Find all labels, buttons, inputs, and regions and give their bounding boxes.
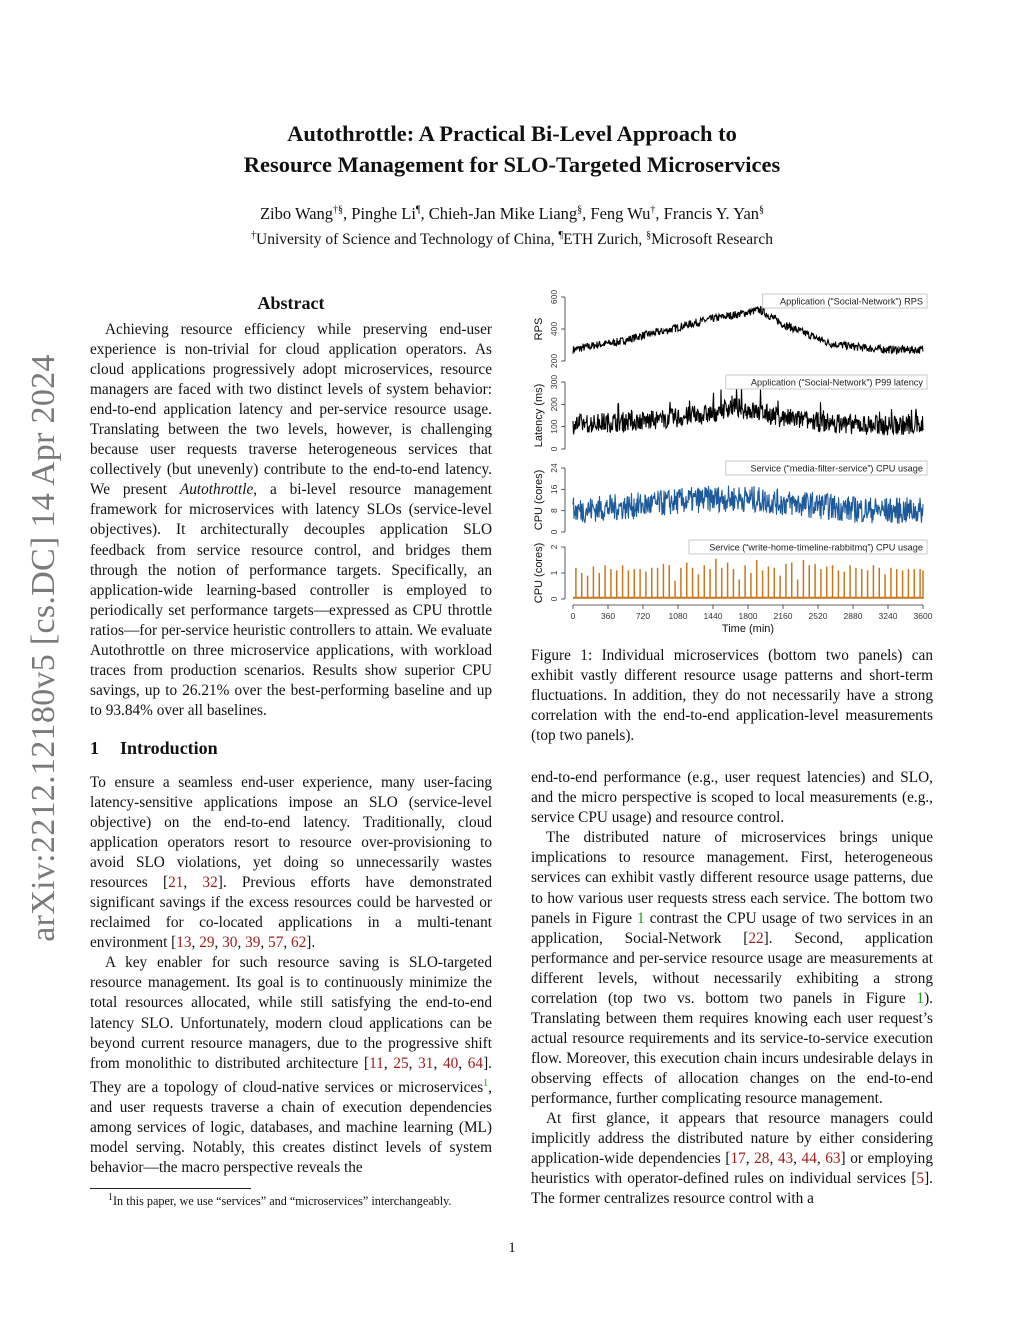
- x-axis-label: Time (min): [721, 623, 775, 635]
- affiliation: Microsoft Research: [651, 231, 773, 249]
- panel-label: Application (“Social-Network”) P99 latency: [750, 377, 923, 388]
- panel-label: Service (“media-filter-service”) CPU usage: [750, 463, 923, 474]
- citation-link[interactable]: 25: [393, 1054, 409, 1072]
- y-axis-label: RPS: [533, 317, 545, 341]
- y-tick-label: 200: [549, 353, 559, 369]
- y-axis-label: Latency (ms): [533, 383, 545, 448]
- x-tick-label: 2520: [808, 611, 828, 621]
- citation-link[interactable]: 22: [748, 929, 764, 947]
- figure-link[interactable]: 1: [916, 989, 925, 1007]
- paper-title: [0, 118, 1024, 180]
- arxiv-stamp: arXiv:2212.12180v5 [cs.DC] 14 Apr 2024: [25, 354, 62, 942]
- author: Chieh-Jan Mike Liang§: [428, 204, 583, 223]
- x-tick-label: 0: [570, 611, 576, 621]
- x-tick-label: 2880: [843, 611, 863, 621]
- y-tick-label: 300: [549, 374, 559, 390]
- author: Zibo Wang†§: [259, 204, 344, 223]
- y-tick-label: 0: [549, 596, 559, 602]
- x-tick-label: 360: [600, 611, 616, 621]
- citation-link[interactable]: 31: [418, 1054, 434, 1072]
- citation-link[interactable]: 11: [369, 1054, 384, 1072]
- right-column: [531, 646, 933, 1209]
- author: Feng Wu†: [590, 204, 656, 223]
- affiliations: †University of Science and Technology of China, ¶ETH Zurich, §Microsoft Research: [251, 230, 773, 249]
- page-number: 1: [508, 1240, 516, 1256]
- citation-link[interactable]: 30: [222, 934, 238, 952]
- left-column: [90, 292, 492, 1178]
- citation-link[interactable]: 39: [245, 934, 261, 952]
- x-tick-label: 3240: [878, 611, 898, 621]
- author: Pinghe Li¶: [351, 204, 421, 223]
- affiliation: ETH Zurich: [563, 231, 639, 249]
- citation-link[interactable]: 17: [730, 1150, 746, 1168]
- intro-paragraph-1: To ensure a seamless end-user experience, many user-facing latency-sensitive applications impose an SLO (service-level objective) on the end-to-end latency. Traditionally, cloud application operators resort to resource over-provisioning to avoid SLO violations, yet doing so unnecessarily wastes resources [21, 32]. Previous efforts have demonstrated significant savings if the excess resources could be harvested or reclaimed for co-located applications in a multi-tenant environment [13, 29, 30, 39, 57, 62].: [90, 773, 492, 952]
- section-heading-introduction: 1 Introduction: [90, 737, 218, 758]
- citation-link[interactable]: 21: [168, 874, 184, 892]
- x-tick-label: 1800: [738, 611, 758, 621]
- citation-link[interactable]: 63: [825, 1150, 841, 1168]
- series-line: [573, 486, 923, 524]
- y-tick-label: 8: [549, 508, 559, 514]
- title-line-2: Resource Management for SLO-Targeted Microservices: [243, 152, 781, 177]
- right-paragraph-3: At first glance, it appears that resource managers could implicitly address the distributed nature by either considering application-wide dependencies [17, 28, 43, 44, 63] or employing heuristics with operator-defined rules on individual services [5]. The former centralizes resource control with a: [531, 1110, 933, 1208]
- series-line: [573, 307, 923, 354]
- abstract-heading: Abstract: [257, 293, 325, 313]
- x-tick-label: 1080: [668, 611, 688, 621]
- figure-1-chart: [520, 285, 940, 635]
- author-list: Zibo Wang†§, Pinghe Li¶, Chieh-Jan Mike Liang§, Feng Wu†, Francis Y. Yan§: [259, 204, 765, 223]
- figure-1: [520, 285, 940, 635]
- citation-link[interactable]: 40: [442, 1054, 459, 1072]
- x-tick-label: 3600: [913, 611, 933, 621]
- y-tick-label: 24: [549, 463, 559, 473]
- panel-label: Service (“write-home-timeline-rabbitmq”) CPU usage: [709, 542, 923, 553]
- y-axis-label: CPU (cores): [533, 542, 545, 604]
- affiliation: University of Science and Technology of China: [256, 231, 551, 249]
- figure-caption: Figure 1: Individual microservices (bottom two panels) can exhibit vastly different resource usage patterns and short-term fluctuations. In addition, they do not necessarily have a strong correlation with the end-to-end application-level measurements (top two panels).: [531, 647, 933, 745]
- y-tick-label: 0: [549, 446, 559, 452]
- footnote: $^1$In this paper, we use “services” and “microservices” interchangeably.: [108, 1192, 452, 1209]
- y-axis-label: CPU (cores): [533, 469, 545, 531]
- y-tick-label: 0: [549, 529, 559, 535]
- x-tick-label: 720: [635, 611, 651, 621]
- y-tick-label: 400: [549, 321, 559, 337]
- citation-link[interactable]: 32: [202, 874, 218, 892]
- series-line: [573, 386, 923, 435]
- citation-link[interactable]: 44: [801, 1150, 817, 1168]
- right-paragraph-1: end-to-end performance (e.g., user request latencies) and SLO, and the micro perspective is scoped to local measurements (e.g., service CPU usage) and resource control.: [531, 769, 933, 827]
- citation-link[interactable]: 57: [268, 934, 284, 952]
- citation-link[interactable]: 43: [777, 1150, 794, 1168]
- title-line-1: Autothrottle: A Practical Bi-Level Approach to: [287, 121, 737, 146]
- panel-label: Application (“Social-Network”) RPS: [780, 296, 923, 307]
- citation-link[interactable]: 28: [754, 1150, 770, 1168]
- figure-link[interactable]: 1: [637, 909, 645, 927]
- x-tick-label: 1440: [703, 611, 723, 621]
- y-tick-label: 200: [549, 397, 559, 412]
- author: Francis Y. Yan§: [663, 204, 765, 223]
- right-paragraph-2: The distributed nature of microservices brings unique implications to resource management. First, heterogeneous services can exhibit vastly different resource usage patterns, due to how various user requests stress each service. The bottom two panels in Figure 1 contrast the CPU usage of two services in an application, Social-Network [22]. Second, application performance and per-service resource usage are measurements at different levels, without necessarily exhibiting a strong correlation (top two vs. bottom two panels in Figure 1). Translating between them requires knowing each user request’s actual resource requirements and its service-to-service execution flow. Moreover, this execution chain incurs undesirable delays in observing effects of allocation changes on the end-to-end performance, further complicating resource management.: [531, 829, 934, 1107]
- citation-link[interactable]: 62: [291, 934, 307, 952]
- citation-link[interactable]: 5: [916, 1170, 925, 1188]
- y-tick-label: 2: [549, 544, 559, 550]
- citation-link[interactable]: 29: [199, 934, 215, 952]
- citation-link[interactable]: 64: [467, 1054, 484, 1072]
- x-tick-label: 2160: [773, 611, 793, 621]
- footnote-rule: [90, 1188, 251, 1189]
- y-tick-label: 100: [549, 419, 559, 434]
- citation-link[interactable]: 13: [176, 934, 192, 952]
- y-tick-label: 16: [549, 484, 559, 495]
- y-tick-label: 600: [549, 289, 559, 305]
- abstract-text: Achieving resource efficiency while preserving end-user experience is non-trivial for cloud application operators. As cloud applications progressively adopt microservices, resource managers are faced with two distinct levels of system behavior: end-to-end application latency and per-service resource usage. Translating between the two levels, however, is challenging because user requests traverse heterogeneous services that collectively (but unevenly) contribute to the end-to-end latency. We present Autothrottle, a bi-level resource management framework for microservices with latency SLOs (service-level objectives). It architecturally decouples application SLO feedback from service resource control, and bridges them through the notion of performance targets. Specifically, an application-wide learning-based controller is employed to periodically set performance targets—expressed as CPU throttle ratios—for per-service heuristic controllers to attain. We evaluate Autothrottle on three microservice applications, with workload traces from production scenarios. Results show superior CPU savings, up to 26.21% over the best-performing baseline and up to 93.84% over all baselines.: [90, 321, 493, 719]
- footnote-link[interactable]: 1: [483, 1077, 489, 1089]
- intro-paragraph-2: A key enabler for such resource saving is SLO-targeted resource management. Its goal is to continuously minimize the total resources allocated, while still satisfying the end-to-end latency SLO. Unfortunately, modern cloud applications can be beyond current resource managers, due to the progressive shift from monolithic to distributed architecture [11, 25, 31, 40, 64]. They are a topology of cloud-native services or microservices$^1$, and user requests traverse a chain of execution dependencies among services of logic, databases, and machine learning (ML) model serving. Notably, this creates distinct levels of system behavior—the macro perspective reveals the: [90, 954, 492, 1176]
- y-tick-label: 1: [549, 570, 559, 576]
